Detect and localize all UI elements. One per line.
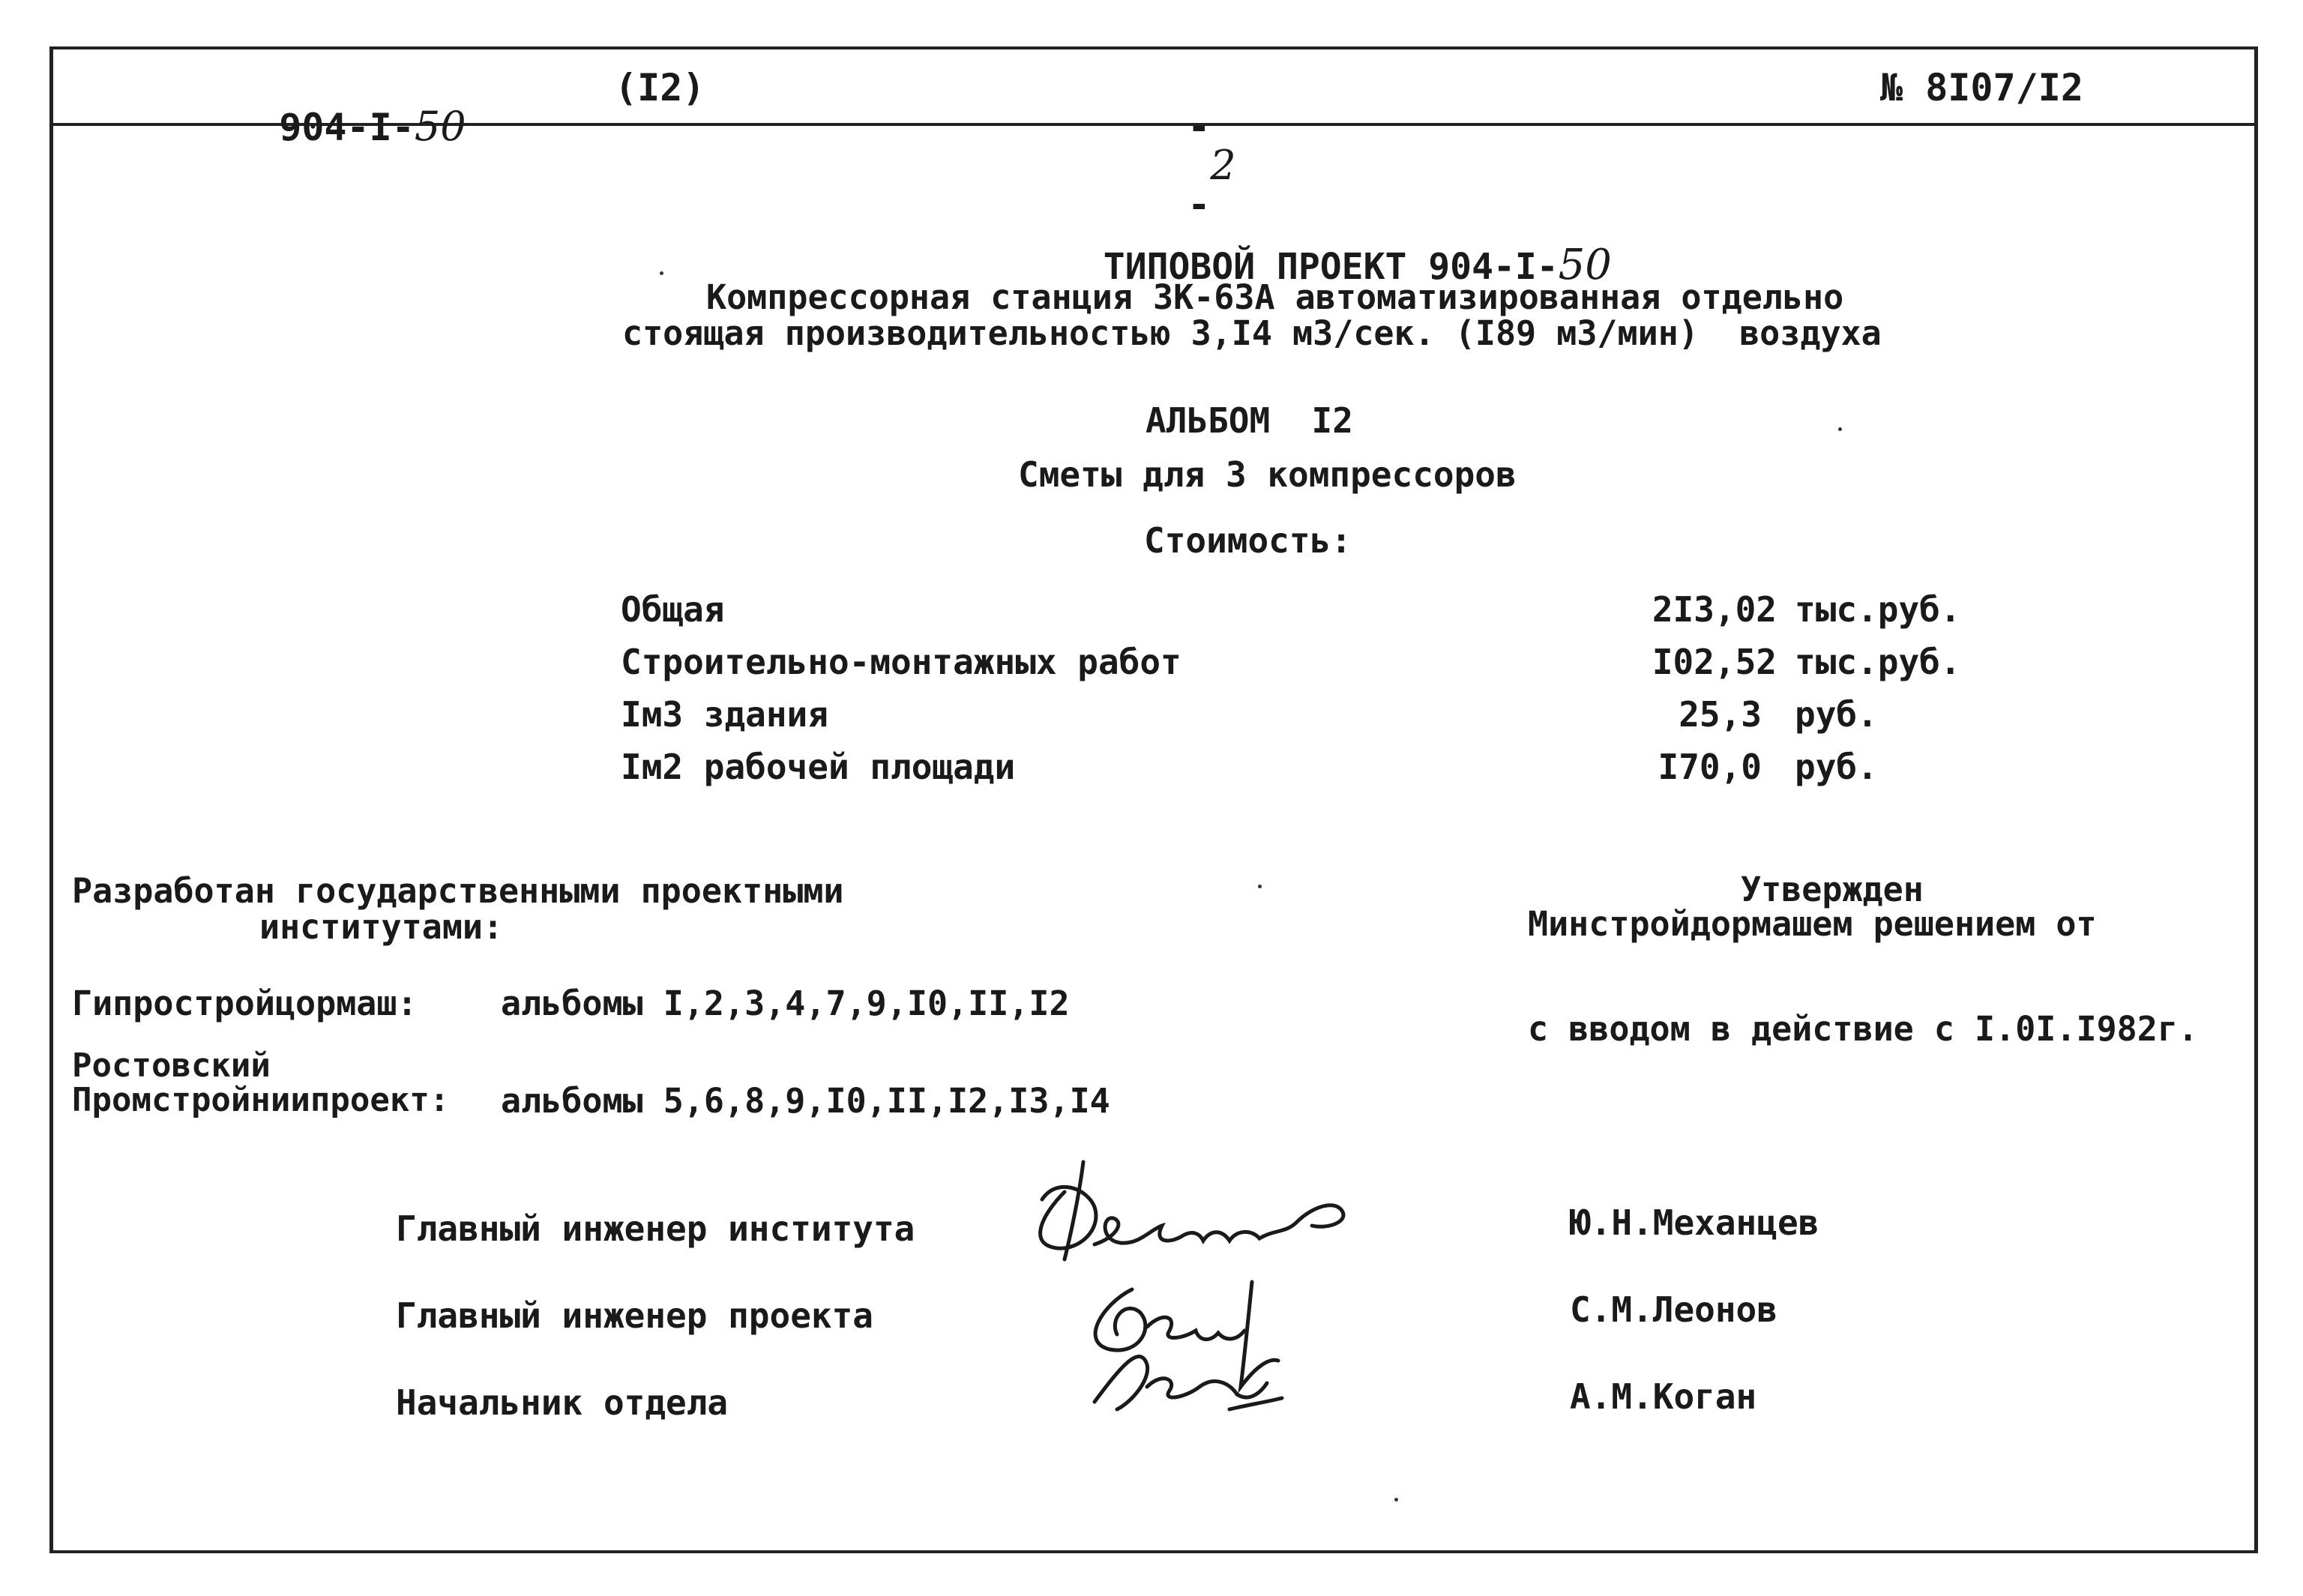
page-dash-left: - xyxy=(1187,105,1211,148)
signatory-name-chief-institute: Ю.Н.Механцев xyxy=(1570,1202,1819,1243)
cost-label-per-m2: Iм2 рабочей площади xyxy=(621,747,1016,787)
signature-chief-institute xyxy=(1012,1147,1372,1274)
cost-unit-per-m3: руб. xyxy=(1795,694,1878,735)
paper-speck xyxy=(1394,1498,1398,1502)
header-album-ref: (I2) xyxy=(615,66,705,109)
cost-value-per-m3: 25,3 xyxy=(1679,694,1762,735)
cost-label-total: Общая xyxy=(621,589,725,630)
signatory-role-chief-institute: Главный инженер института xyxy=(396,1208,915,1249)
approval-line3: с вводом в действие с I.0I.I982г. xyxy=(1528,1009,2199,1049)
org2-albums: альбомы 5,6,8,9,I0,II,I2,I3,I4 xyxy=(501,1081,1110,1121)
signatory-role-department-head: Начальник отдела xyxy=(396,1382,729,1423)
org2-name-line2: Промстройниипроект: xyxy=(72,1081,450,1119)
cost-value-construction: I02,52 xyxy=(1652,642,1777,682)
header-reg-number: № 8I07/I2 xyxy=(1880,66,2083,109)
header-code-prefix: 904-I- xyxy=(279,106,415,149)
org2-name-line1: Ростовский xyxy=(72,1047,271,1085)
project-title-prefix: ТИПОВОЙ ПРОЕКТ 904-I- xyxy=(1103,246,1559,288)
description-line1: Компрессорная станция 3К-63А автоматизированная отдельно xyxy=(706,277,1844,317)
page-dash-right: - xyxy=(1187,183,1211,226)
cost-value-total: 2I3,02 xyxy=(1652,589,1777,630)
cost-label-construction: Строительно-монтажных работ xyxy=(621,642,1181,682)
cost-unit-total: тыс.руб. xyxy=(1795,589,1961,630)
developers-line2: институтами: xyxy=(259,907,504,947)
approval-line2: Минстройдормашем решением от xyxy=(1528,904,2097,944)
description-line2: стоящая производительностью 3,I4 м3/сек. (I89 м3/мин) воздуха xyxy=(622,313,1882,353)
cost-unit-per-m2: руб. xyxy=(1795,747,1878,787)
cost-value-per-m2: I70,0 xyxy=(1658,747,1762,787)
cost-unit-construction: тыс.руб. xyxy=(1795,642,1961,682)
signature-chief-project xyxy=(1065,1259,1319,1424)
paper-speck xyxy=(660,271,663,275)
org1-name: Гипростройцормаш: xyxy=(72,984,418,1023)
album-subtitle: Сметы для 3 компрессоров xyxy=(1018,454,1517,495)
cost-label-per-m3: Iм3 здания xyxy=(621,694,828,735)
page-number: 2 xyxy=(1210,142,1236,189)
signatory-name-department-head: А.М.Коган xyxy=(1570,1376,1757,1417)
header-code xyxy=(234,69,466,150)
album-title: АЛЬБОМ I2 xyxy=(1146,400,1353,441)
paper-speck xyxy=(1838,427,1842,431)
header-code-number: 50 xyxy=(414,103,466,150)
paper-speck xyxy=(1258,885,1262,888)
signatory-role-chief-project: Главный инженер проекта xyxy=(396,1295,873,1336)
project-title-number: 50 xyxy=(1558,241,1612,289)
developers-line1: Разработан государственными проектными xyxy=(72,871,844,911)
org1-albums: альбомы I,2,3,4,7,9,I0,II,I2 xyxy=(501,984,1070,1023)
project-title xyxy=(1060,208,1612,289)
approval-line1: Утвержден xyxy=(1741,870,1924,909)
signatory-name-chief-project: С.М.Леонов xyxy=(1570,1289,1777,1330)
cost-heading: Стоимость: xyxy=(1144,520,1352,561)
header-page xyxy=(1143,70,1259,226)
